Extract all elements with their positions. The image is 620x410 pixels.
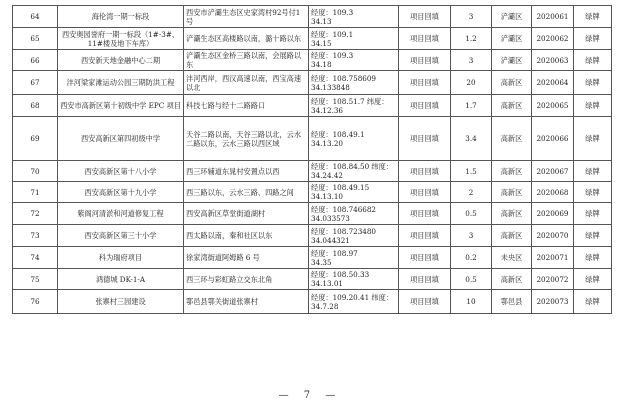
amount-cell: 10 [451, 290, 492, 314]
project-type-cell: 项目回填 [399, 71, 451, 95]
project-location-cell: 鄠邑县鄠关街道张寨村 [184, 290, 309, 314]
table-row [13, 225, 612, 247]
project-name-cell: 西安高新区第三十小学 [58, 225, 184, 247]
project-code-cell: 2020071 [532, 247, 574, 269]
project-code-cell: 2020073 [532, 290, 574, 314]
amount-cell: 0.5 [451, 269, 492, 290]
project-name-cell: 西安高新区第十九小学 [58, 182, 184, 203]
coordinates-cell: 经度：109.1 34.15 [309, 28, 399, 50]
district-cell: 未央区 [492, 247, 532, 269]
amount-cell: 3 [451, 6, 492, 28]
project-code-cell: 2020061 [532, 6, 574, 28]
project-code-cell: 2020063 [532, 50, 574, 71]
card-status-cell: 绿牌 [574, 203, 612, 225]
district-cell: 高新区 [492, 117, 532, 161]
project-location-cell: 徐家湾街道阿姆路 6 号 [184, 247, 309, 269]
project-name-cell: 海伦湾一期一标段 [58, 6, 184, 28]
card-status-cell: 绿牌 [574, 247, 612, 269]
project-name-cell: 沣河梁家滩运动公园三期防洪工程 [58, 71, 184, 95]
district-cell: 高新区 [492, 95, 532, 117]
project-location-cell: 西三环与彩虹路立交东北角 [184, 269, 309, 290]
project-name-cell: 紫阁河清淤和河道修复工程 [58, 203, 184, 225]
coordinates-cell: 经度：108.50.33 34.13.01 [309, 269, 399, 290]
coordinates-cell: 经度：108.758609 34.133848 [309, 71, 399, 95]
row-number-cell: 75 [13, 269, 58, 290]
card-status-cell: 绿牌 [574, 182, 612, 203]
project-code-cell: 2020064 [532, 71, 574, 95]
project-type-cell: 项目回填 [399, 225, 451, 247]
row-number-cell: 74 [13, 247, 58, 269]
project-type-cell: 项目回填 [399, 28, 451, 50]
card-status-cell: 绿牌 [574, 225, 612, 247]
coordinates-cell: 经度：108.723480 34.044321 [309, 225, 399, 247]
project-name-cell: 西安高新区第四初级中学 [58, 117, 184, 161]
district-cell: 浐灞区 [492, 6, 532, 28]
card-status-cell: 绿牌 [574, 290, 612, 314]
district-cell: 高新区 [492, 161, 532, 182]
project-location-cell: 浐灞生态区高楼路以南，潞十路以东 [184, 28, 309, 50]
project-code-cell: 2020066 [532, 117, 574, 161]
project-name-cell: 西安高新区第十八小学 [58, 161, 184, 182]
amount-cell: 20 [451, 71, 492, 95]
project-location-cell: 西安市浐灞生态区史家湾村92号付1号 [184, 6, 309, 28]
card-status-cell: 绿牌 [574, 6, 612, 28]
card-status-cell: 绿牌 [574, 95, 612, 117]
district-cell: 鄠邑县 [492, 290, 532, 314]
project-location-cell: 西三路以东，云水三路、四路之间 [184, 182, 309, 203]
row-number-cell: 72 [13, 203, 58, 225]
table-row [13, 50, 612, 71]
table-row [13, 95, 612, 117]
project-code-cell: 2020065 [532, 95, 574, 117]
amount-cell: 3 [451, 225, 492, 247]
row-number-cell: 64 [13, 6, 58, 28]
project-code-cell: 2020070 [532, 225, 574, 247]
coordinates-cell: 经度：108.97 34.35 [309, 247, 399, 269]
coordinates-cell: 经度：108.84.50 纬度： 34.24.42 [309, 161, 399, 182]
coordinates-cell: 经度：109.3 34.13 [309, 6, 399, 28]
project-code-cell: 2020062 [532, 28, 574, 50]
table-row [13, 161, 612, 182]
table-row [13, 71, 612, 95]
coordinates-cell: 经度：108.746682 34.033573 [309, 203, 399, 225]
table-row [13, 28, 612, 50]
project-location-cell: 浐灞生态区金桥三路以南，会展路以东 [184, 50, 309, 71]
row-number-cell: 71 [13, 182, 58, 203]
project-table [12, 5, 612, 314]
project-code-cell: 2020069 [532, 203, 574, 225]
project-type-cell: 项目回填 [399, 269, 451, 290]
amount-cell: 1.2 [451, 28, 492, 50]
project-name-cell: 西安市高新区第十初级中学 EPC 项目 [58, 95, 184, 117]
row-number-cell: 76 [13, 290, 58, 314]
district-cell: 高新区 [492, 269, 532, 290]
project-name-cell: 鸿德城 DK-1-A [58, 269, 184, 290]
amount-cell: 0.5 [451, 203, 492, 225]
row-number-cell: 69 [13, 117, 58, 161]
amount-cell: 3.4 [451, 117, 492, 161]
table-row [13, 247, 612, 269]
row-number-cell: 70 [13, 161, 58, 182]
project-code-cell: 2020068 [532, 182, 574, 203]
table-row [13, 203, 612, 225]
amount-cell: 1.5 [451, 161, 492, 182]
row-number-cell: 73 [13, 225, 58, 247]
row-number-cell: 66 [13, 50, 58, 71]
project-name-cell: 西安奥园誉府一期一标段（1#-3#、11#楼及地下车库） [58, 28, 184, 50]
project-code-cell: 2020072 [532, 269, 574, 290]
table-row [13, 117, 612, 161]
district-cell: 高新区 [492, 71, 532, 95]
card-status-cell: 绿牌 [574, 50, 612, 71]
row-number-cell: 68 [13, 95, 58, 117]
project-location-cell: 西太路以南，秦和社区以东 [184, 225, 309, 247]
project-type-cell: 项目回填 [399, 50, 451, 71]
row-number-cell: 65 [13, 28, 58, 50]
project-type-cell: 项目回填 [399, 247, 451, 269]
amount-cell: 0.2 [451, 247, 492, 269]
project-name-cell: 西安新天地金融中心二期 [58, 50, 184, 71]
district-cell: 高新区 [492, 203, 532, 225]
table-row [13, 6, 612, 28]
card-status-cell: 绿牌 [574, 71, 612, 95]
coordinates-cell: 经度：109.20.41 纬度： 34.7.28 [309, 290, 399, 314]
coordinates-cell: 经度：108.49.1 34.13.20 [309, 117, 399, 161]
project-location-cell: 科技七路与经十二路路口 [184, 95, 309, 117]
project-name-cell: 张寨村三园建设 [58, 290, 184, 314]
district-cell: 浐灞区 [492, 28, 532, 50]
project-location-cell: 沣河西岸，西汉高速以南，西宝高速以北 [184, 71, 309, 95]
project-type-cell: 项目回填 [399, 290, 451, 314]
table-row [13, 182, 612, 203]
project-type-cell: 项目回填 [399, 95, 451, 117]
card-status-cell: 绿牌 [574, 269, 612, 290]
district-cell: 高新区 [492, 225, 532, 247]
card-status-cell: 绿牌 [574, 161, 612, 182]
card-status-cell: 绿牌 [574, 117, 612, 161]
district-cell: 高新区 [492, 182, 532, 203]
project-type-cell: 项目回填 [399, 182, 451, 203]
coordinates-cell: 经度：109.3 34.18 [309, 50, 399, 71]
project-location-cell: 西三环辅道东晁村安置点以西 [184, 161, 309, 182]
project-type-cell: 项目回填 [399, 161, 451, 182]
table-row [13, 269, 612, 290]
row-number-cell: 67 [13, 71, 58, 95]
coordinates-cell: 经度：108.51.7 纬度： 34.12.36 [309, 95, 399, 117]
amount-cell: 1.7 [451, 95, 492, 117]
project-name-cell: 科为瑞府项目 [58, 247, 184, 269]
project-type-cell: 项目回填 [399, 203, 451, 225]
district-cell: 浐灞区 [492, 50, 532, 71]
amount-cell: 2 [451, 182, 492, 203]
project-type-cell: 项目回填 [399, 117, 451, 161]
project-type-cell: 项目回填 [399, 6, 451, 28]
amount-cell: 3 [451, 50, 492, 71]
card-status-cell: 绿牌 [574, 28, 612, 50]
project-location-cell: 西安高新区草堂街道湖村 [184, 203, 309, 225]
coordinates-cell: 经度：108.49.15 34.13.10 [309, 182, 399, 203]
project-location-cell: 天谷二路以南，天谷三路以北，云水二路以东，云水三路以西区域 [184, 117, 309, 161]
project-code-cell: 2020067 [532, 161, 574, 182]
table-row [13, 290, 612, 314]
page-number: — 7 — [278, 390, 342, 401]
